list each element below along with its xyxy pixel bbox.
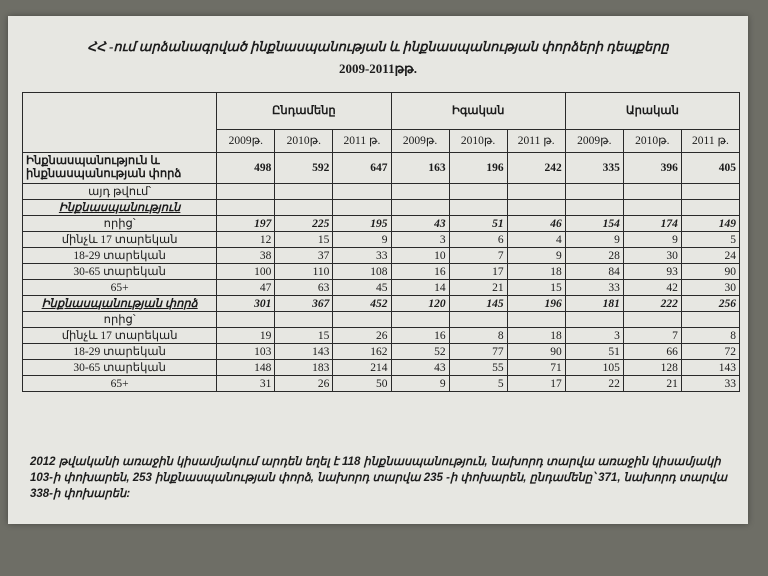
table-cell <box>449 184 507 200</box>
table-cell <box>507 184 565 200</box>
table-cell <box>333 184 391 200</box>
row-label: որից՝ <box>23 312 217 328</box>
table-cell: 6 <box>449 232 507 248</box>
row-label: 18-29 տարեկան <box>23 344 217 360</box>
table-cell: 103 <box>217 344 275 360</box>
table-cell: 43 <box>391 360 449 376</box>
table-row <box>23 264 740 280</box>
group-header-male: Արական <box>565 93 739 130</box>
table-cell: 30 <box>681 280 739 296</box>
year-header: 2009թ. <box>565 130 623 153</box>
table-cell: 498 <box>217 153 275 184</box>
table-cell <box>449 200 507 216</box>
table-cell <box>681 200 739 216</box>
table-cell: 149 <box>681 216 739 232</box>
table-row <box>23 232 740 248</box>
table-row <box>23 153 740 184</box>
table-cell: 33 <box>681 376 739 392</box>
table-cell: 195 <box>333 216 391 232</box>
table-cell: 84 <box>565 264 623 280</box>
year-header: 2010թ. <box>275 130 333 153</box>
table-cell: 174 <box>623 216 681 232</box>
table-cell: 242 <box>507 153 565 184</box>
year-header: 2010թ. <box>449 130 507 153</box>
table-cell: 43 <box>391 216 449 232</box>
table-cell: 21 <box>449 280 507 296</box>
table-cell: 5 <box>681 232 739 248</box>
table-cell <box>217 200 275 216</box>
table-cell: 8 <box>449 328 507 344</box>
table-cell: 16 <box>391 264 449 280</box>
row-label: այդ թվում՝ <box>23 184 217 200</box>
table-cell: 105 <box>565 360 623 376</box>
table-cell: 100 <box>217 264 275 280</box>
table-cell <box>333 200 391 216</box>
table-cell: 148 <box>217 360 275 376</box>
table-cell: 90 <box>681 264 739 280</box>
table-cell: 46 <box>507 216 565 232</box>
table-cell: 17 <box>449 264 507 280</box>
table-cell: 50 <box>333 376 391 392</box>
table-cell: 9 <box>565 232 623 248</box>
table-cell: 110 <box>275 264 333 280</box>
table-cell: 47 <box>217 280 275 296</box>
table-cell <box>449 312 507 328</box>
document-page <box>8 16 748 524</box>
table-cell: 26 <box>333 328 391 344</box>
document-title: ՀՀ -ում արձանագրված ինքնասպանության և ինքնասպանության փորձերի դեպքերը <box>87 39 669 54</box>
table-cell: 71 <box>507 360 565 376</box>
table-cell <box>391 184 449 200</box>
table-cell <box>275 184 333 200</box>
table-cell: 214 <box>333 360 391 376</box>
table-row <box>23 200 740 216</box>
table-row <box>23 360 740 376</box>
table-cell: 3 <box>391 232 449 248</box>
table-cell: 18 <box>507 264 565 280</box>
footnote-text: 2012 թվականի առաջին կիսամյակում արդեն եղել է 118 ինքնասպանություն, նախորդ տարվա առաջին կիսամյակի 103-ի փոխարեն, 253 ինքնասպանության փորձ, նախորդ տարվա 235 -ի փոխարեն, ընդամենը՝ 371, նախորդ տարվա 338-ի փոխարեն: <box>30 456 728 500</box>
table-cell: 33 <box>333 248 391 264</box>
table-cell: 63 <box>275 280 333 296</box>
year-header: 2011 թ. <box>507 130 565 153</box>
table-row <box>23 328 740 344</box>
table-cell <box>681 312 739 328</box>
year-header: 2009թ. <box>217 130 275 153</box>
table-cell: 17 <box>507 376 565 392</box>
table-cell <box>217 184 275 200</box>
table-cell: 10 <box>391 248 449 264</box>
table-cell: 16 <box>391 328 449 344</box>
table-cell: 30 <box>623 248 681 264</box>
table-cell: 45 <box>333 280 391 296</box>
row-label: 30-65 տարեկան <box>23 360 217 376</box>
row-label: 30-65 տարեկան <box>23 264 217 280</box>
table-cell: 66 <box>623 344 681 360</box>
year-header: 2010թ. <box>623 130 681 153</box>
year-header: 2011 թ. <box>681 130 739 153</box>
table-cell: 38 <box>217 248 275 264</box>
table-cell: 301 <box>217 296 275 312</box>
table-cell: 3 <box>565 328 623 344</box>
table-row <box>23 344 740 360</box>
header-group-row <box>23 93 740 130</box>
table-cell: 33 <box>565 280 623 296</box>
table-cell <box>391 312 449 328</box>
table-cell: 15 <box>507 280 565 296</box>
table-cell: 5 <box>449 376 507 392</box>
table-cell: 15 <box>275 232 333 248</box>
statistics-table <box>22 92 740 392</box>
table-cell: 9 <box>507 248 565 264</box>
table-cell: 7 <box>449 248 507 264</box>
table-cell: 335 <box>565 153 623 184</box>
table-row <box>23 280 740 296</box>
table-cell: 90 <box>507 344 565 360</box>
table-cell: 22 <box>565 376 623 392</box>
table-body <box>23 153 740 392</box>
row-label: 18-29 տարեկան <box>23 248 217 264</box>
table-cell: 55 <box>449 360 507 376</box>
table-cell: 18 <box>507 328 565 344</box>
table-cell: 9 <box>623 232 681 248</box>
table-cell: 31 <box>217 376 275 392</box>
table-cell: 77 <box>449 344 507 360</box>
table-cell: 51 <box>565 344 623 360</box>
table-cell <box>217 312 275 328</box>
table-cell: 196 <box>507 296 565 312</box>
row-label: 65+ <box>23 280 217 296</box>
table-cell <box>275 312 333 328</box>
table-cell: 108 <box>333 264 391 280</box>
table-cell <box>391 200 449 216</box>
table-cell: 51 <box>449 216 507 232</box>
table-cell: 196 <box>449 153 507 184</box>
table-row <box>23 312 740 328</box>
table-cell: 256 <box>681 296 739 312</box>
row-label: մինչև 17 տարեկան <box>23 328 217 344</box>
table-cell: 26 <box>275 376 333 392</box>
table-cell: 197 <box>217 216 275 232</box>
table-cell: 154 <box>565 216 623 232</box>
table-cell: 12 <box>217 232 275 248</box>
row-label: 65+ <box>23 376 217 392</box>
table-cell <box>681 184 739 200</box>
table-cell: 9 <box>333 232 391 248</box>
table-cell: 21 <box>623 376 681 392</box>
table-cell: 163 <box>391 153 449 184</box>
table-cell: 222 <box>623 296 681 312</box>
table-cell <box>275 200 333 216</box>
table-cell <box>565 312 623 328</box>
table-cell: 396 <box>623 153 681 184</box>
table-cell: 9 <box>391 376 449 392</box>
table-row <box>23 216 740 232</box>
row-label: Ինքնասպանություն և ինքնասպանության փորձ <box>23 153 217 184</box>
table-cell: 37 <box>275 248 333 264</box>
table-cell: 405 <box>681 153 739 184</box>
group-header-total: Ընդամենը <box>217 93 391 130</box>
table-cell: 452 <box>333 296 391 312</box>
table-cell: 647 <box>333 153 391 184</box>
corner-cell <box>23 93 217 153</box>
table-cell: 19 <box>217 328 275 344</box>
table-cell: 52 <box>391 344 449 360</box>
table-cell: 143 <box>681 360 739 376</box>
table-cell: 72 <box>681 344 739 360</box>
row-label: Ինքնասպանության փորձ <box>23 296 217 312</box>
table-cell <box>565 200 623 216</box>
table-cell: 14 <box>391 280 449 296</box>
table-cell: 4 <box>507 232 565 248</box>
row-label: որից՝ <box>23 216 217 232</box>
table-row <box>23 248 740 264</box>
table-cell: 181 <box>565 296 623 312</box>
table-cell: 367 <box>275 296 333 312</box>
table-cell: 24 <box>681 248 739 264</box>
table-cell <box>623 312 681 328</box>
table-cell: 183 <box>275 360 333 376</box>
table-cell <box>507 312 565 328</box>
table-row <box>23 184 740 200</box>
document-subtitle: 2009-2011թթ. <box>338 61 418 76</box>
table-cell <box>623 200 681 216</box>
table-cell <box>623 184 681 200</box>
table-cell: 7 <box>623 328 681 344</box>
table-cell: 145 <box>449 296 507 312</box>
table-cell: 93 <box>623 264 681 280</box>
table-cell: 592 <box>275 153 333 184</box>
table-cell <box>507 200 565 216</box>
year-header: 2011 թ. <box>333 130 391 153</box>
group-header-female: Իգական <box>391 93 565 130</box>
table-cell <box>333 312 391 328</box>
table-row <box>23 296 740 312</box>
row-label: մինչև 17 տարեկան <box>23 232 217 248</box>
table-cell: 225 <box>275 216 333 232</box>
table-cell: 120 <box>391 296 449 312</box>
table-row <box>23 376 740 392</box>
year-header: 2009թ. <box>391 130 449 153</box>
row-label: Ինքնասպանություն <box>23 200 217 216</box>
table-cell: 8 <box>681 328 739 344</box>
table-cell: 128 <box>623 360 681 376</box>
table-cell: 28 <box>565 248 623 264</box>
table-cell: 15 <box>275 328 333 344</box>
table-cell: 143 <box>275 344 333 360</box>
table-cell: 42 <box>623 280 681 296</box>
table-cell: 162 <box>333 344 391 360</box>
table-cell <box>565 184 623 200</box>
